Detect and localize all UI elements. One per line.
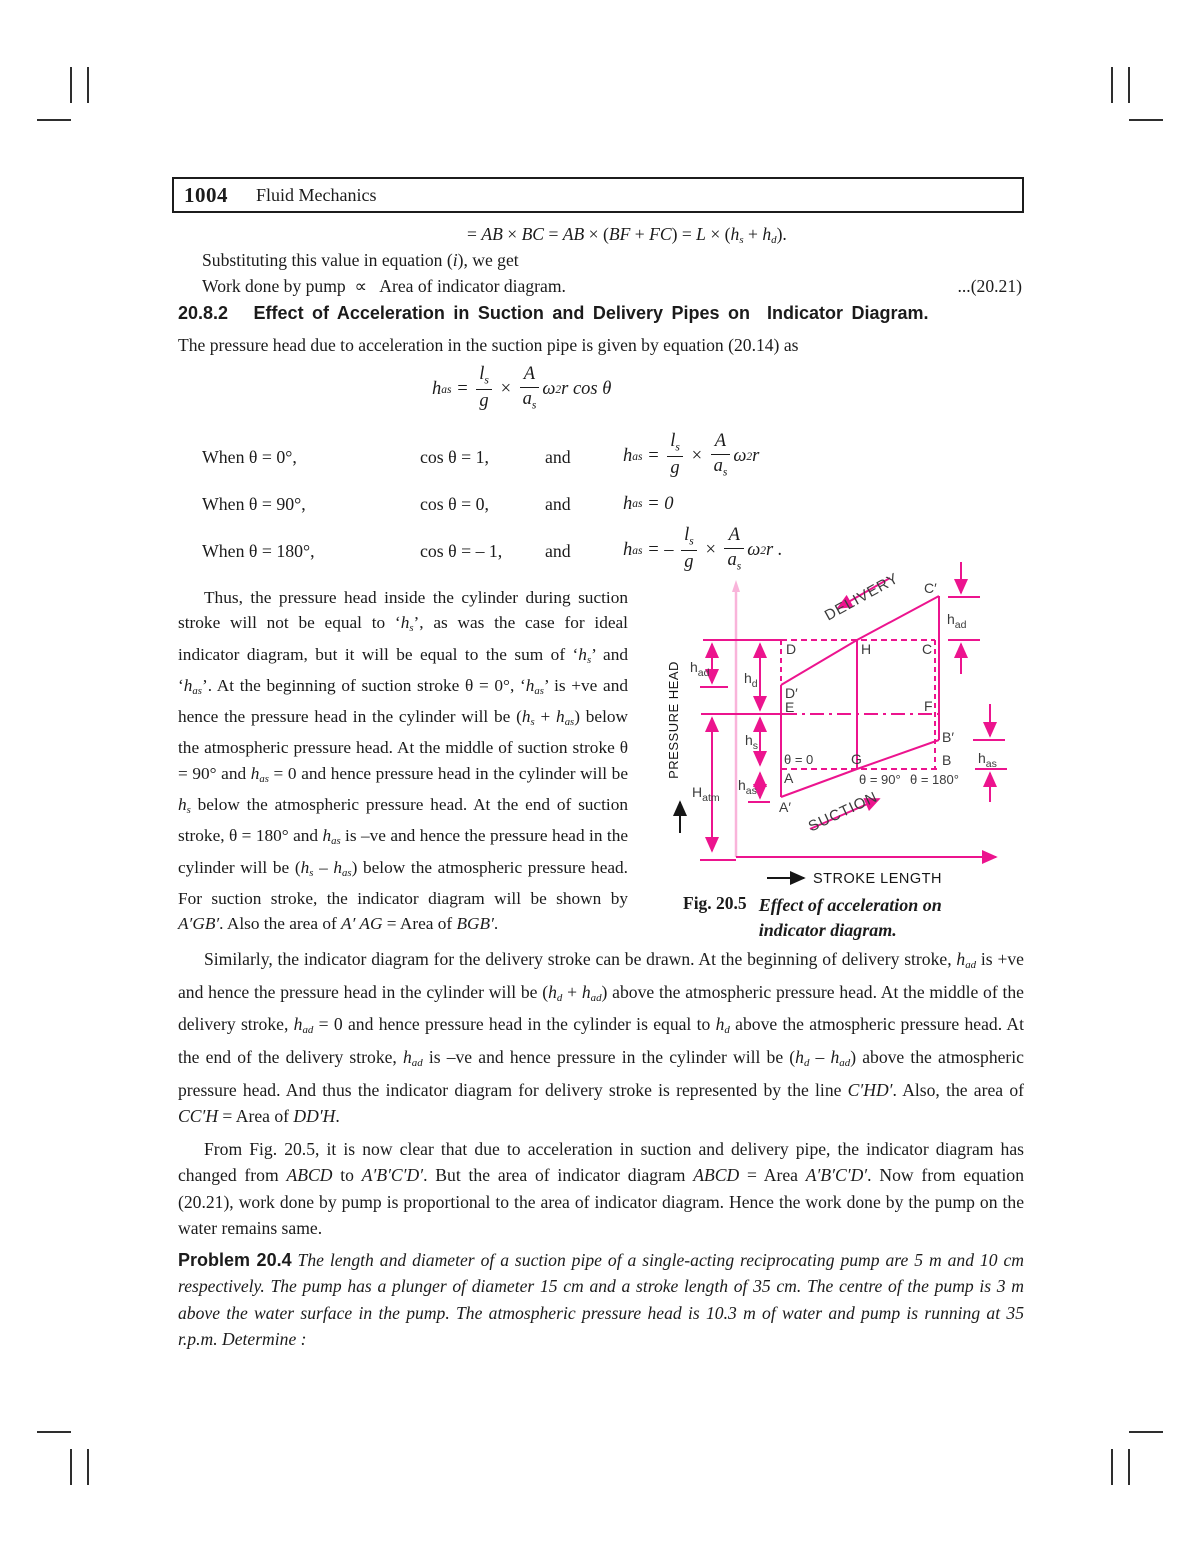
dim-label-has-left	[738, 777, 757, 797]
section-intro: The pressure head due to acceleration in the suction pipe is given by equation (20.14) as	[178, 335, 799, 355]
math-op: =	[642, 446, 665, 467]
running-header	[172, 177, 1024, 213]
point-label-f: F	[924, 698, 933, 714]
math-sub: as	[632, 544, 643, 557]
math-var: l	[479, 364, 485, 385]
fraction	[520, 365, 540, 412]
math-var: ω	[542, 379, 556, 400]
dim-sub: ad	[697, 667, 710, 679]
math-op: ×	[494, 379, 517, 400]
substituting-line: Substituting this value in equation (i), we get	[202, 250, 519, 270]
crop-mark	[37, 119, 71, 121]
cos-value: cos θ = – 1,	[420, 540, 503, 561]
point-label-c-prime: C′	[924, 580, 937, 596]
math-var: l	[670, 431, 676, 452]
math-var: A	[523, 364, 536, 385]
when-row-1	[202, 428, 1034, 486]
math-sub: s	[722, 466, 728, 479]
equation-ref: ...(20.21)	[957, 276, 1022, 296]
point-label-e: E	[785, 699, 795, 715]
dim-base: h	[738, 777, 746, 793]
dim-sub: as	[745, 785, 757, 797]
dim-label-had-right	[947, 611, 967, 631]
crop-mark	[87, 67, 89, 103]
fraction	[711, 432, 731, 479]
crop-mark	[1111, 67, 1113, 103]
theta90-label: θ = 90°	[859, 772, 901, 787]
work-done-line: Work done by pump ∝ Area of indicator diagram.	[202, 276, 566, 296]
point-label-b-prime: B′	[942, 729, 954, 745]
and-label: and	[545, 540, 571, 561]
caption-line: indicator diagram.	[758, 920, 897, 940]
dim-base: h	[745, 732, 753, 748]
dim-sub: as	[985, 758, 997, 770]
math-sup: 2	[760, 544, 766, 557]
formula-has-main	[432, 361, 611, 419]
math-var: a	[727, 549, 737, 570]
math-var: h	[432, 379, 442, 400]
math-var: A	[728, 525, 740, 546]
fraction	[667, 432, 683, 479]
y-axis-arrowhead	[732, 580, 740, 592]
math-sub: as	[632, 498, 643, 510]
math-var: l	[684, 525, 690, 546]
figure-caption-text	[759, 893, 942, 943]
math-var: h	[623, 446, 633, 467]
dim-sub: d	[751, 678, 758, 690]
math-sub: s	[484, 375, 489, 388]
caption-line: Effect of acceleration on	[758, 895, 942, 915]
dim-label-has-right	[978, 750, 997, 770]
crop-mark	[37, 1431, 71, 1433]
math-var: r .	[766, 540, 783, 561]
when-row-2	[202, 490, 1034, 518]
section-heading: 20.8.2 Effect of Acceleration in Suction and Delivery Pipes on Indicator Diagram.	[178, 303, 929, 323]
math-var: a	[522, 388, 532, 409]
math-sup: 2	[555, 383, 562, 396]
math-sub: as	[632, 450, 643, 463]
suction-label: SUCTION	[805, 788, 881, 836]
math-var: A	[714, 431, 727, 452]
math-var: h	[623, 493, 633, 514]
theta0-label: θ = 0	[784, 752, 814, 767]
point-label-h: H	[861, 641, 872, 657]
point-label-d: D	[786, 641, 797, 657]
math-op: ×	[699, 540, 722, 561]
figure-caption	[683, 893, 1023, 943]
crop-mark	[1128, 67, 1130, 103]
dim-base: h	[978, 750, 986, 766]
problem-text: The length and diameter of a suction pipe of a single-acting reciprocating pump are 5 m and 10 cm respectively. The pump has a plunger of diameter 15 cm and a stroke length of 35 cm. The centre of the pump is 3 m above the water surface in the pump. The atmospheric pressure head is 10.3 m of water and pump is running at 35 r.p.m. Determine :	[178, 1250, 1024, 1350]
suction-paragraph: Thus, the pressure head inside the cylinder during suction stroke will not be equal to ‘hs’, as was the case for ideal indicator diagram, but it will be equal to the sum of ‘hs’ and ‘has’. At the beginning of suction stroke θ = 0°, ‘has’ is +ve and hence the pressure head in the cylinder will be (hs + has) below the atmospheric pressure head. At the middle of suction stroke θ = 90° and has = 0 and hence pressure head in the cylinder will be hs below the atmospheric pressure head. At the end of suction stroke, θ = 180° and has is –ve and hence the pressure head in the cylinder will be (hs – has) below the atmospheric pressure head. For suction stroke, the indicator diagram will be shown by A′GB′. Also the area of A′ AG = Area of BGB′.	[178, 588, 629, 934]
crop-mark	[1111, 1449, 1113, 1485]
math-var: g	[667, 456, 682, 479]
dim-sub: s	[752, 740, 759, 752]
and-label: and	[545, 446, 571, 467]
math-sub: s	[531, 399, 537, 412]
when-condition: When θ = 90°,	[202, 493, 306, 514]
dim-label-hd	[744, 670, 758, 690]
point-label-a: A	[784, 770, 794, 786]
crop-mark	[87, 1449, 89, 1485]
math-var: r cos θ	[561, 379, 612, 400]
problem-label: Problem 20.4	[178, 1250, 292, 1270]
math-var: a	[713, 455, 723, 476]
dim-label-hatm	[692, 784, 720, 804]
when-condition: When θ = 180°,	[202, 540, 315, 561]
problem-block	[178, 1247, 1024, 1353]
math-op: ×	[685, 446, 708, 467]
when-condition: When θ = 0°,	[202, 446, 297, 467]
theta180-label: θ = 180°	[910, 772, 959, 787]
math-var: g	[476, 389, 491, 412]
stroke-length-axis-label: STROKE LENGTH	[813, 871, 942, 887]
cos-value: cos θ = 0,	[420, 493, 489, 514]
math-op: =	[451, 379, 474, 400]
crop-mark	[70, 1449, 72, 1485]
fraction	[476, 365, 492, 412]
crop-mark	[1128, 1449, 1130, 1485]
dim-base: h	[744, 670, 752, 686]
page-number: 1004	[184, 182, 228, 207]
math-var: r	[752, 446, 760, 467]
cos-value: cos θ = 1,	[420, 446, 489, 467]
math-sub: as	[441, 383, 452, 396]
and-label: and	[545, 493, 571, 514]
indicator-diagram-figure	[648, 549, 1062, 892]
equation-area: = AB × BC = AB × (BF + FC) = L × (hs + hd).	[467, 224, 787, 247]
crop-mark	[1129, 119, 1163, 121]
math-sub: s	[736, 560, 742, 573]
dim-sub: ad	[954, 619, 967, 631]
point-label-b: B	[942, 752, 952, 768]
math-var: h	[623, 540, 633, 561]
math-var: ω	[747, 540, 761, 561]
dim-base: h	[690, 659, 698, 675]
math-var: g	[681, 550, 696, 573]
math-op: = –	[642, 540, 679, 561]
conclusion-paragraph: From Fig. 20.5, it is now clear that due to acceleration in suction and delivery pipe, the indicator diagram has changed from ABCD to A′B′C′D′. But the area of indicator diagram ABCD = Area A′B′C′D′. Now from equation (20.21), work done by pump is proportional to the area of indicator diagram. Hence the work done by the pump on the water remains same.	[178, 1139, 1024, 1239]
point-label-g: G	[851, 751, 862, 767]
book-title: Fluid Mechanics	[256, 184, 377, 205]
point-label-c: C	[922, 641, 933, 657]
math-sub: s	[675, 442, 680, 455]
dim-label-had-left	[690, 659, 710, 679]
math-op: = 0	[642, 493, 674, 514]
point-label-d-prime: D′	[785, 685, 798, 701]
math-var: ω	[733, 446, 747, 467]
dim-base: H	[692, 784, 703, 800]
dim-label-hs	[745, 732, 758, 752]
delivery-paragraph: Similarly, the indicator diagram for the delivery stroke can be drawn. At the beginning of delivery stroke, had is +ve and hence the pressure head in the cylinder will be (hd + had) above the atmospheric pressure head. At the middle of the delivery stroke, had = 0 and hence pressure head in the cylinder is equal to hd above the atmospheric pressure head. At the end of the delivery stroke, had is –ve and hence pressure in the cylinder will be (hd – had) above the atmospheric pressure head. And thus the indicator diagram for delivery stroke is represented by the line C′HD′. Also, the area of CC′H = Area of DD′H.	[178, 949, 1025, 1127]
dim-sub: atm	[702, 792, 720, 804]
delivery-label: DELIVERY	[821, 569, 902, 625]
math-sup: 2	[746, 450, 753, 463]
point-label-a-prime: A′	[779, 799, 791, 815]
pressure-head-axis-label: PRESSURE HEAD	[666, 661, 681, 779]
crop-mark	[70, 67, 72, 103]
crop-mark	[1129, 1431, 1163, 1433]
figure-caption-number: Fig. 20.5	[683, 893, 747, 913]
math-sub: s	[689, 536, 694, 549]
dim-base: h	[947, 611, 955, 627]
